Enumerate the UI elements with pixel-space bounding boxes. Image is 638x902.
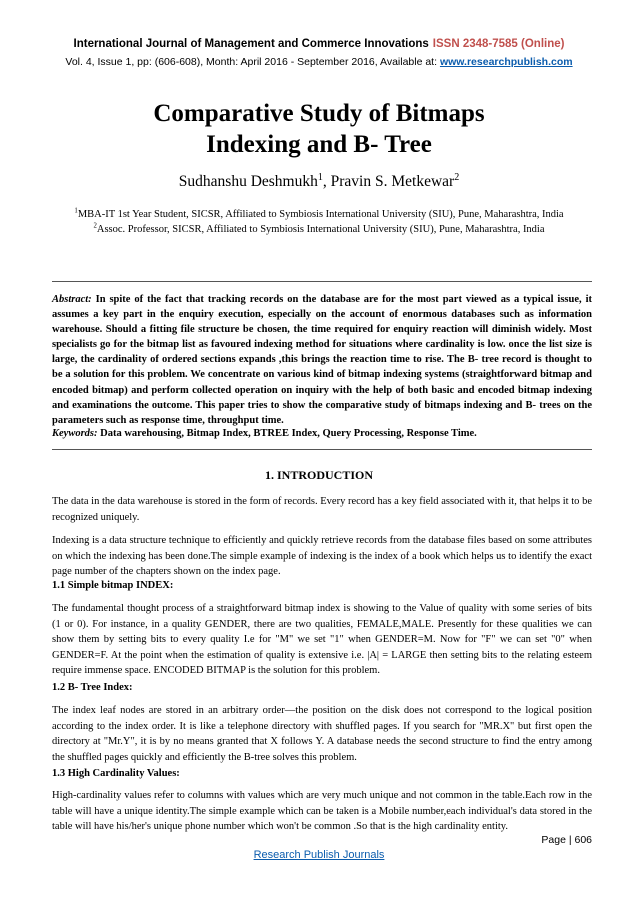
body-paragraph-4: The index leaf nodes are stored in an arbitrary order—the position on the disk does not correspond to the logical position according to the index order. It is like a telephone directory with shuffled pages. If you search for "MR.X" but first open the directory at "Mr.Y", it is by no means granted that X follows Y. A database needs the second structure to find the entry among the shuffled pages quickly and efficiently the B-tree solves this problem. bbox=[52, 705, 592, 763]
abstract-label: Abstract: bbox=[52, 294, 92, 305]
paper-title bbox=[0, 98, 638, 160]
author-2: Pravin S. Metkewar bbox=[330, 173, 455, 190]
author-1-sup: 1 bbox=[317, 171, 323, 183]
affiliation-2 bbox=[0, 224, 638, 235]
journal-volume-line bbox=[0, 56, 638, 68]
subheading-btree: 1.2 B- Tree Index: bbox=[52, 682, 133, 693]
footer bbox=[0, 849, 638, 861]
footer-link[interactable]: Research Publish Journals bbox=[253, 849, 385, 861]
page-number: Page | 606 bbox=[541, 834, 592, 846]
body-paragraph-1: The data in the data warehouse is stored in the form of records. Every record has a key field associated with it, that helps it to be recognized uniquely. bbox=[52, 496, 592, 523]
affiliation-1-sup: 1 bbox=[74, 207, 78, 215]
author-1: Sudhanshu Deshmukh bbox=[178, 173, 318, 190]
journal-url-link[interactable]: www.researchpublish.com bbox=[439, 56, 573, 68]
affiliation-1 bbox=[0, 209, 638, 220]
author-separator: , bbox=[322, 173, 331, 190]
abstract-text: In spite of the fact that tracking records on the database are for the most part viewed as a typical issue, it assumes a key part in the enquiry execution, especially on the account of enormous databases such as information warehouse. Should a fitting file structure be chosen, the time required for enquiry reaction will diminish widely. Most specialists go for the bitmap list as favoured indexing method for situations where cardinality is low. once the list size is large, the cardinality of ordered sections expands ,this brings the reaction time to rise. The B- tree record is thought to be a solution for this problem. We concentrate on various kind of bitmap indexing systems (straightforward bitmap and encoded bitmap) and perform collected operation on inquiry with the help of both basic and encoded bitmap indexing and examinations the outcome. This paper tries to show the comparative study of bitmaps indexing and B- trees on the parameters such as response time, throughput time. bbox=[52, 294, 592, 426]
volume-info: Vol. 4, Issue 1, pp: (606-608), Month: April 2016 - September 2016, Available at: bbox=[65, 56, 438, 68]
body-paragraph-2: Indexing is a data structure technique to efficiently and quickly retrieve records from the database files based on some attributes on which the indexing has been done.The simple example of indexing is the index of a book which helps us to identify the exact page number of the chapters shown on the index page. bbox=[52, 535, 592, 577]
journal-header bbox=[0, 38, 638, 50]
journal-name: International Journal of Management and Commerce Innovations bbox=[73, 38, 429, 50]
abstract bbox=[52, 292, 592, 428]
author-2-sup: 2 bbox=[454, 171, 460, 183]
bottom-divider bbox=[52, 449, 592, 450]
affiliation-2-text: Assoc. Professor, SICSR, Affiliated to Symbiosis International University (SIU), Pune, Maharashtra, India bbox=[96, 224, 545, 235]
keywords-label: Keywords: bbox=[52, 428, 98, 439]
keywords bbox=[52, 428, 592, 439]
journal-issn: ISSN 2348-7585 (Online) bbox=[432, 38, 565, 50]
section-heading-introduction: 1. INTRODUCTION bbox=[264, 468, 373, 482]
title-line-1: Comparative Study of Bitmaps bbox=[153, 100, 485, 127]
subheading-simple-bitmap: 1.1 Simple bitmap INDEX: bbox=[52, 580, 174, 591]
keywords-text: Data warehousing, Bitmap Index, BTREE Index, Query Processing, Response Time. bbox=[97, 428, 477, 439]
author-list bbox=[0, 173, 638, 191]
affiliation-2-sup: 2 bbox=[93, 222, 97, 230]
affiliation-1-text: MBA-IT 1st Year Student, SICSR, Affiliated to Symbiosis International University (SIU), Pune, Maharashtra, India bbox=[77, 209, 564, 220]
title-line-2: Indexing and B- Tree bbox=[206, 131, 432, 158]
body-paragraph-5: High-cardinality values refer to columns with values which are very much unique and not common in the table.Each row in the table will have a unique identity.The simple example which can be taken is a Mobile number,each individual's data stored in the table will have his/her's unique phone number which won't be common .So that is the high cardinality entity. bbox=[52, 790, 592, 832]
subheading-high-cardinality: 1.3 High Cardinality Values: bbox=[52, 768, 180, 779]
top-divider bbox=[52, 281, 592, 282]
body-paragraph-3: The fundamental thought process of a straightforward bitmap index is showing to the Value of quality with some series of bits (1 or 0). For instance, in a quality GENDER, there are two qualities, FEMALE,MALE. Presently for these qualities we can show them by setting bits to every quality I.e for "M" we set "1" when GENDER=M. Now for "F" we can set "0" when GENDER=F. At the point when the estimation of quality is extensive i.e. |A| = LARGE then setting bits to the relating esteem require immense space. ENCODED BITMAP is the solution for this problem. bbox=[52, 603, 592, 676]
